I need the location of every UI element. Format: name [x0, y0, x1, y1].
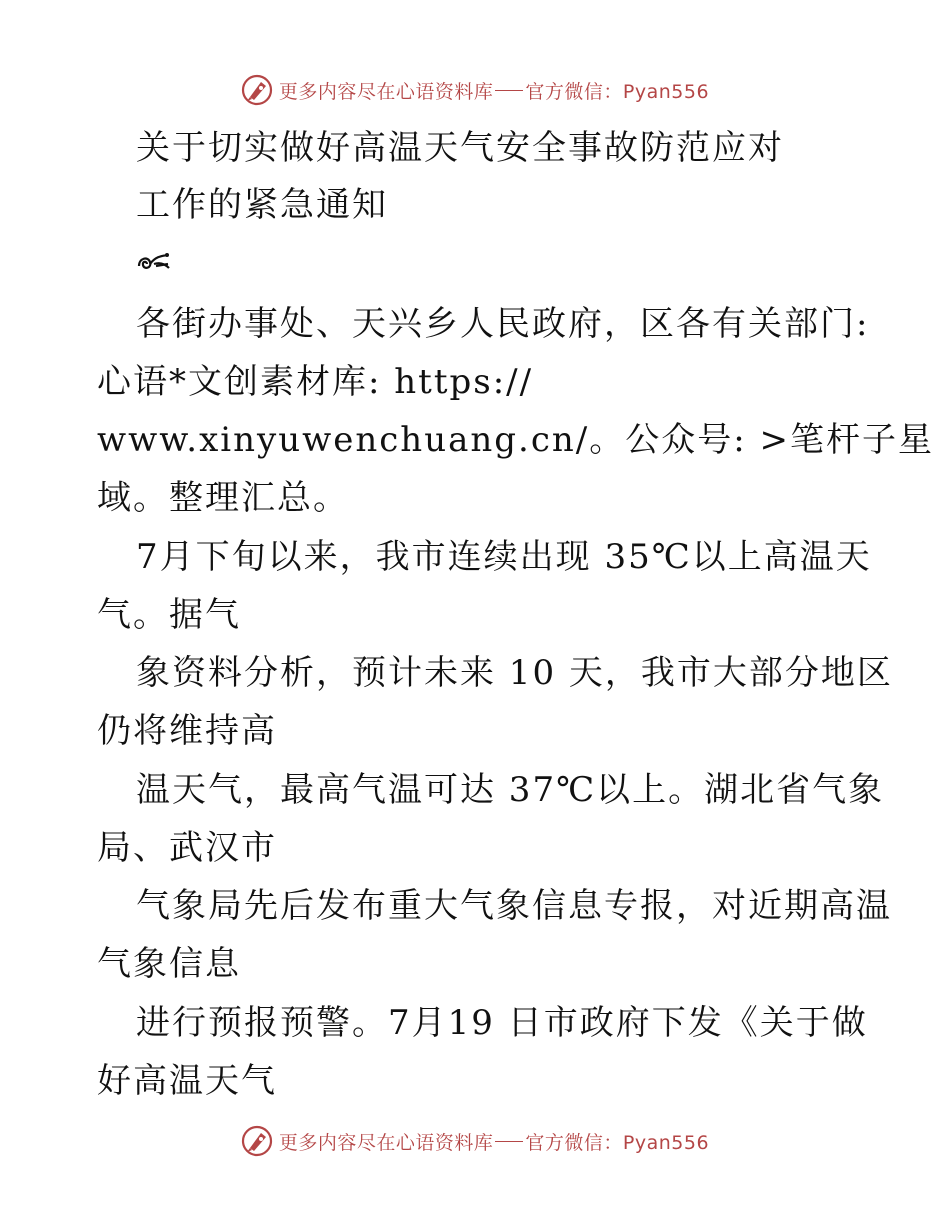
pen-nib-logo-icon: [241, 1125, 273, 1157]
paragraph-line: 仍将维持高: [97, 711, 277, 751]
banner-divider: [495, 1141, 523, 1142]
paragraph-line: 气象局先后发布重大气象信息专报，对近期高温: [136, 886, 892, 926]
paragraph-line: 气象信息: [97, 944, 241, 984]
document-title-line-1: 关于切实做好高温天气安全事故防范应对: [136, 128, 784, 168]
banner-text-main: 更多内容尽在心语资料库: [278, 80, 494, 103]
paragraph-line: 进行预报预警。7月19 日市政府下发《关于做: [136, 1003, 868, 1043]
footer-banner: [0, 1121, 950, 1161]
banner-text-tail: 官方微信：Pyan556: [525, 80, 710, 103]
banner-text-tail: 官方微信：Pyan556: [525, 1131, 710, 1154]
paragraph-line: 7月下旬以来，我市连续出现 35℃以上高温天: [136, 537, 872, 577]
paragraph-line: 心语*文创素材库: https://: [97, 362, 534, 402]
swirl-ornament-icon: [136, 250, 172, 276]
paragraph-line: 好高温天气: [97, 1061, 277, 1101]
paragraph-line: 各街办事处、天兴乡人民政府，区各有关部门:: [136, 304, 870, 344]
banner-text-main: 更多内容尽在心语资料库: [278, 1131, 494, 1154]
paragraph-line: 象资料分析，预计未来 10 天，我市大部分地区: [136, 653, 893, 693]
paragraph-line: 局、武汉市: [97, 828, 277, 868]
document-title-line-2: 工作的紧急通知: [136, 185, 388, 225]
paragraph-line: 气。据气: [97, 595, 241, 635]
paragraph-line: 域。整理汇总。: [97, 478, 349, 518]
paragraph-line: 温天气，最高气温可达 37℃以上。湖北省气象: [136, 770, 885, 810]
paragraph-line: www.xinyuwenchuang.cn/。公众号: >笔杆子星: [97, 420, 934, 460]
